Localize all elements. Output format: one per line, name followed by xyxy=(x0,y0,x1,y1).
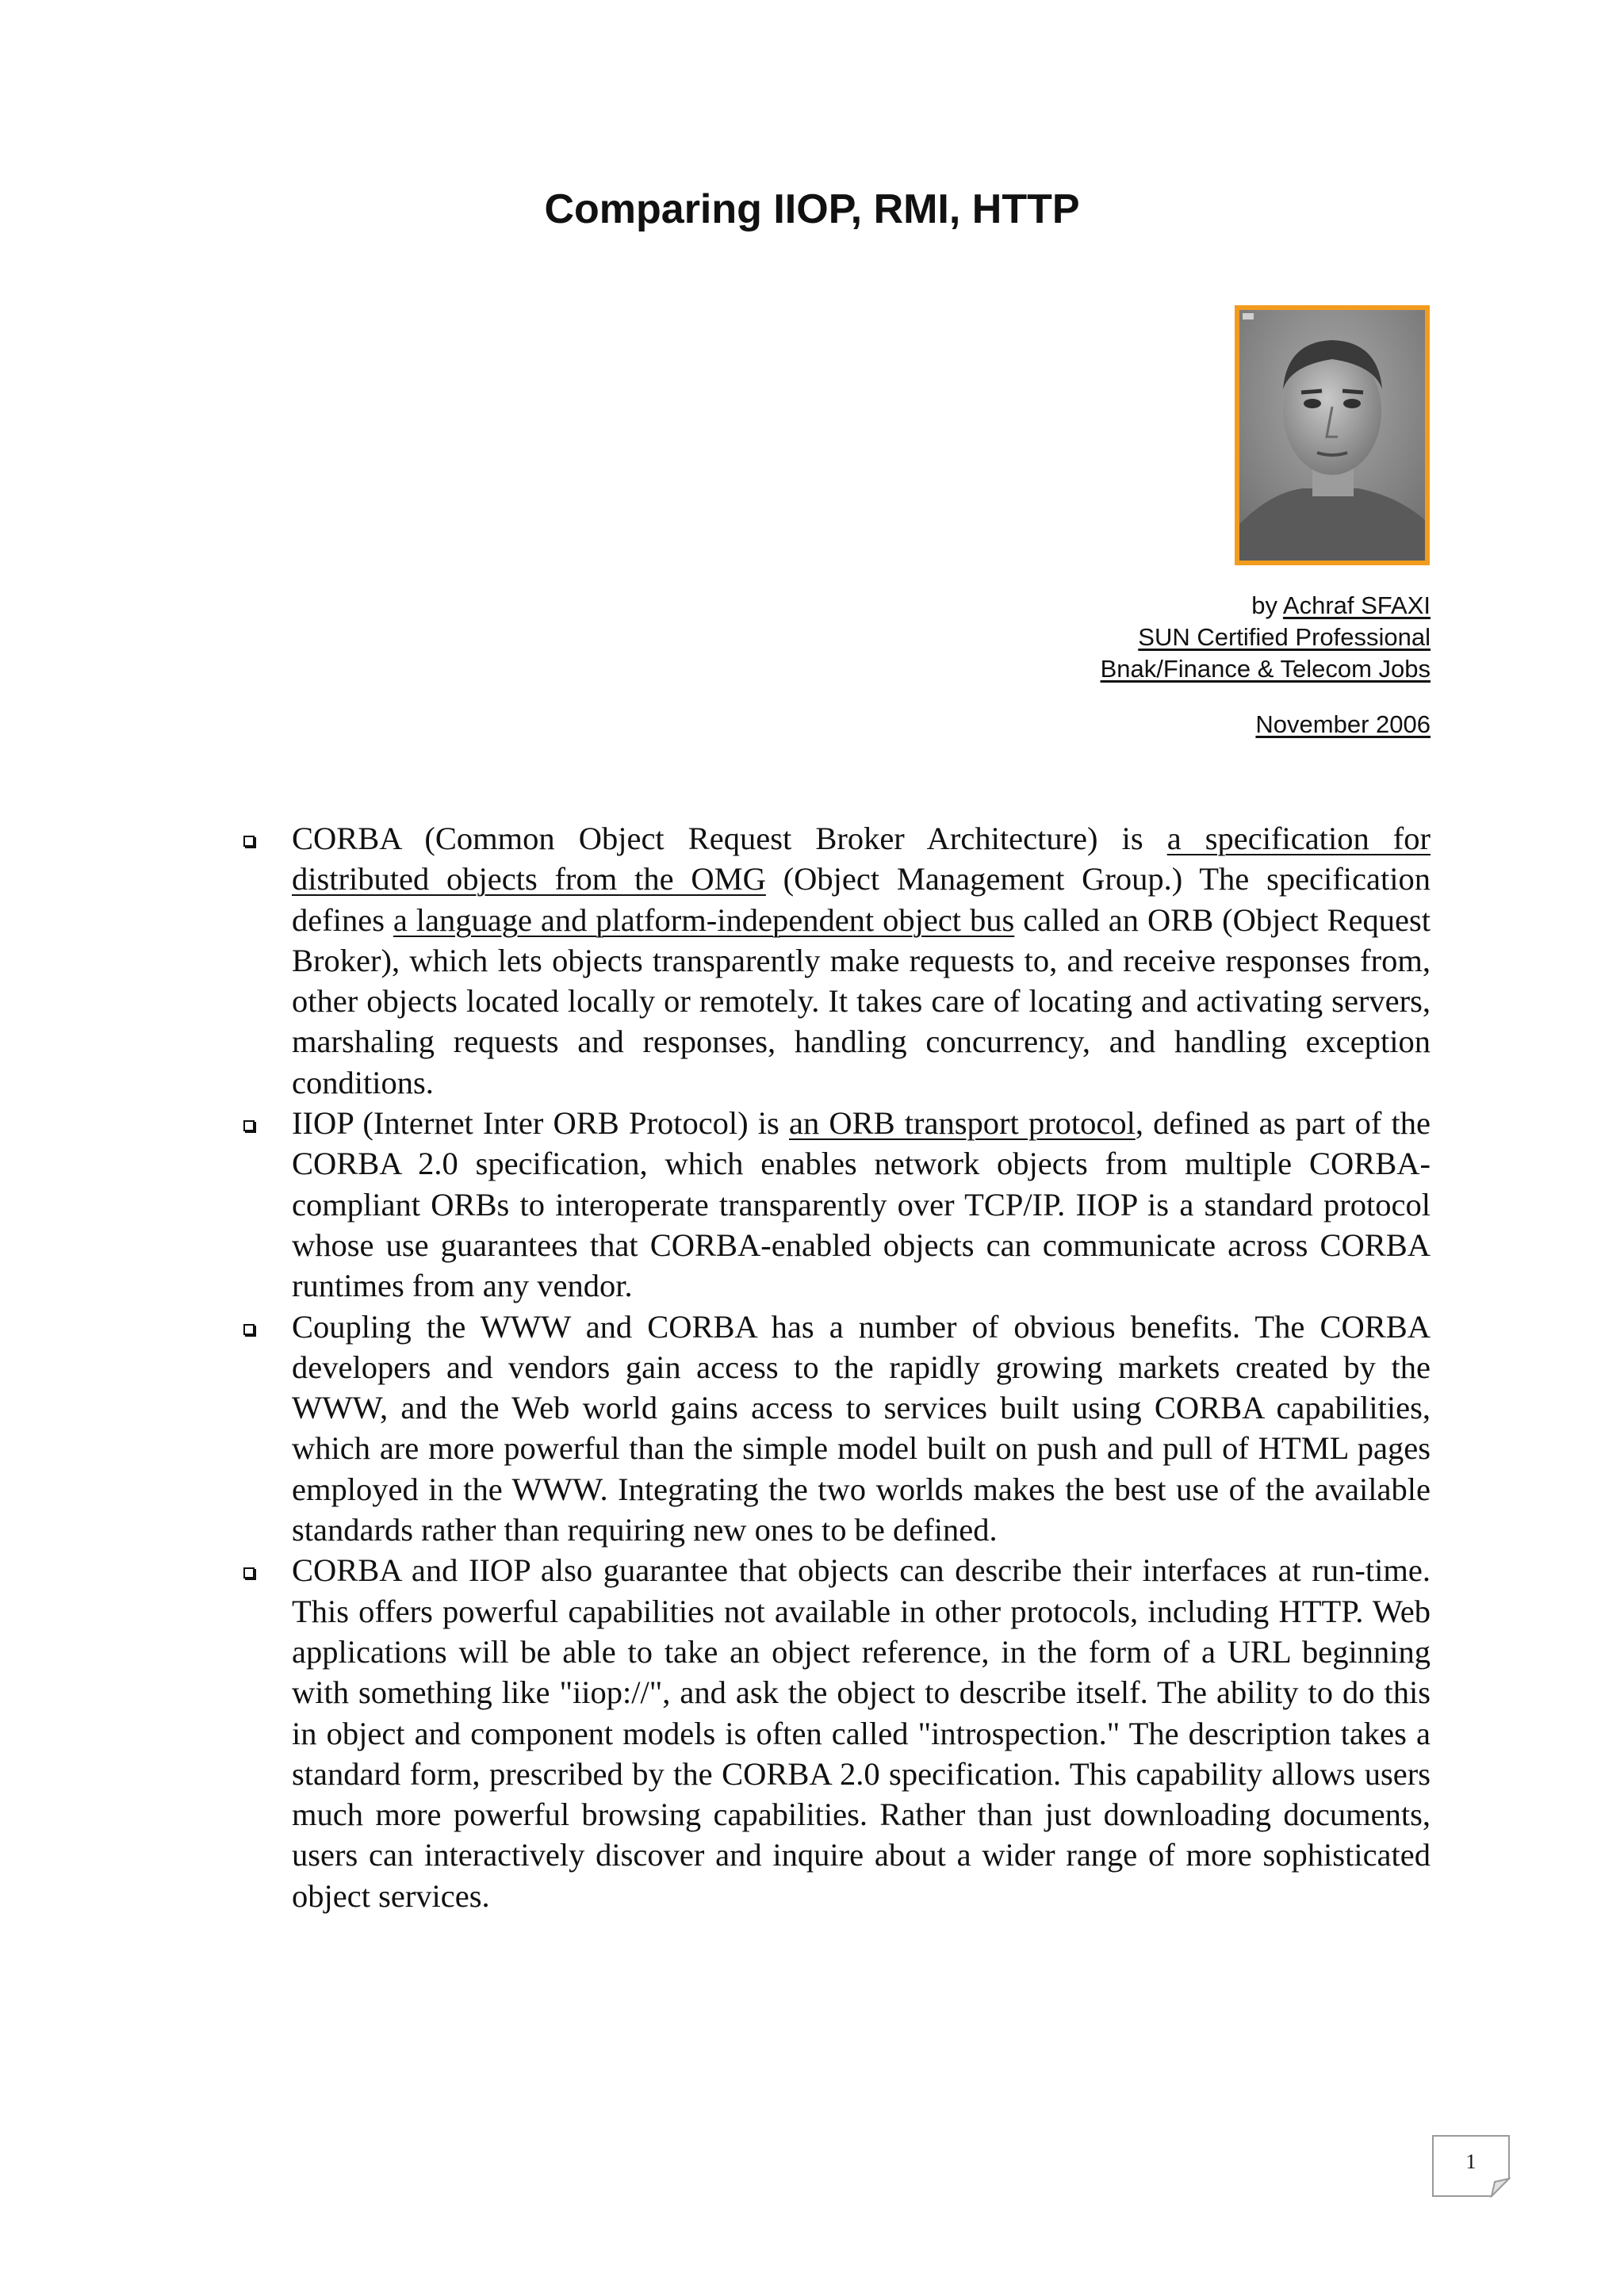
page-number-box xyxy=(1431,2134,1511,2198)
checkbox-bullet-icon xyxy=(243,836,255,847)
byline-author-line xyxy=(796,590,1431,622)
publication-date: November 2006 xyxy=(1255,710,1431,738)
bullet-list xyxy=(238,818,1431,1916)
author-photo xyxy=(1235,305,1430,565)
transport-protocol-link[interactable]: an ORB transport protocol xyxy=(788,1105,1136,1142)
list-item: CORBA and IIOP also guarantee that objects can describe their interfaces at run-time. This offers powerful capabilities not available in other protocols, including HTTP. Web applications will be able to take an object reference, in the form of a URL beginning with something like "iiop://", and ask the object to describe itself. The ability to do this in object and component models is often called "introspection." The description takes a standard form, prescribed by the CORBA 2.0 specification. This capability allows users much more powerful browsing capabilities. Rather than just downloading documents, users can interactively discover and inquire about a wider range of more sophisticated object services. xyxy=(238,1550,1431,1916)
object-bus-link[interactable]: a language and platform-independent object bus xyxy=(393,901,1015,938)
jobs-link[interactable]: Bnak/Finance & Telecom Jobs xyxy=(1100,655,1431,683)
list-item: Coupling the WWW and CORBA has a number of obvious benefits. The CORBA developers and vendors gain access to the rapidly growing markets created by the WWW, and the Web world gains access to services built using CORBA capabilities, which are more powerful than the simple model built on push and pull of HTML pages employed in the WWW. Integrating the two worlds makes the best use of the available standards rather than requiring new ones to be defined. xyxy=(238,1307,1431,1551)
page-title: Comparing IIOP, RMI, HTTP xyxy=(544,186,1080,232)
list-item: IIOP (Internet Inter ORB Protocol) is an ORB transport protocol, defined as part of the CORBA 2.0 specification, which enables network objects from multiple CORBA-compliant ORBs to interoperate transparently over TCP/IP. IIOP is a standard protocol whose use guarantees that CORBA-enabled objects can communicate across CORBA runtimes from any vendor. xyxy=(238,1103,1431,1306)
checkbox-bullet-icon xyxy=(243,1324,255,1335)
credential-link[interactable]: SUN Certified Professional xyxy=(1138,623,1431,651)
checkbox-bullet-icon xyxy=(243,1120,255,1131)
author-portrait-icon xyxy=(1239,310,1425,561)
byline xyxy=(796,590,1431,740)
author-link[interactable]: Achraf SFAXI xyxy=(1282,591,1431,619)
specification-link[interactable]: a specification for distributed objects from the OMG xyxy=(292,821,1431,897)
page-number: 1 xyxy=(1465,2150,1477,2173)
list-item: CORBA (Common Object Request Broker Architecture) is a specification for distributed objects from the OMG (Object Management Group.) The specification defines a language and platform-independent object bus called an ORB (Object Request Broker), which lets objects transparently make requests to, and receive responses from, other objects located locally or remotely. It takes care of locating and activating servers, marshaling requests and responses, handling concurrency, and handling exception conditions. xyxy=(238,818,1431,1103)
checkbox-bullet-icon xyxy=(243,1567,255,1578)
byline-prefix: by xyxy=(1251,591,1283,619)
